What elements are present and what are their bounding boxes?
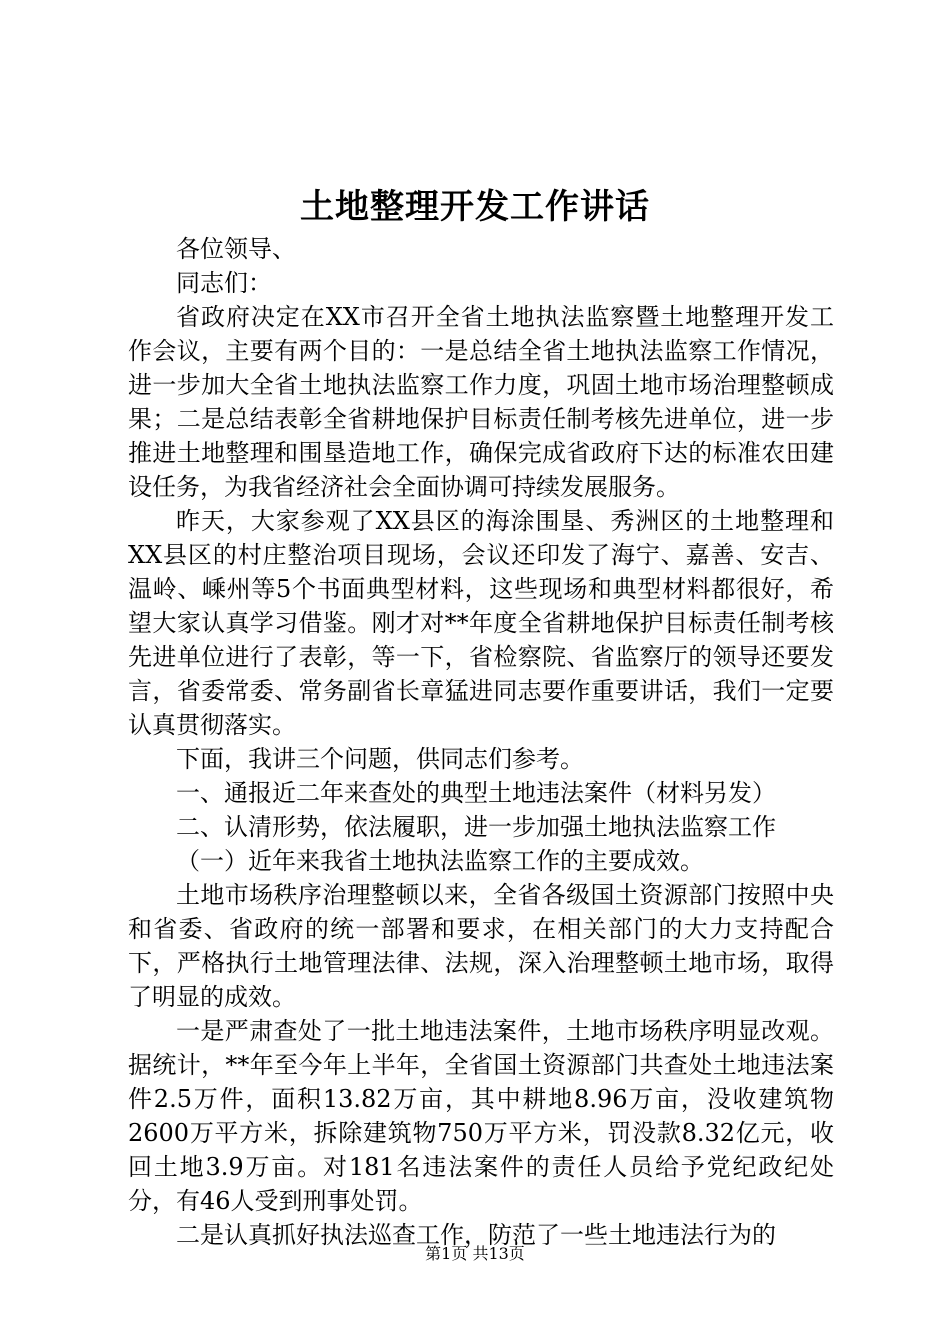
- page-footer: 第1页 共13页: [425, 1244, 525, 1263]
- paragraph-cases-statistics: 一是严肃查处了一批土地违法案件，土地市场秩序明显改观。据统计，**年至今年上半年，全省国土资源部门共查处土地违法案件2.5万件，面积13.82万亩，其中耕地8.96万亩，没收建筑物2600万平方米，拆除建筑物750万平方米，罚没款8.32亿元，收回土地3.9万亩。对181名违法案件的责任人员给予党纪政纪处分，有46人受到刑事处罚。: [128, 1017, 834, 1215]
- salutation-comrades: 同志们：: [176, 269, 272, 297]
- paragraph-three-issues: 下面，我讲三个问题，供同志们参考。: [176, 745, 584, 773]
- heading-section-two: 二、认清形势，依法履职，进一步加强土地执法监察工作: [176, 813, 776, 841]
- salutation-leaders: 各位领导、: [176, 235, 296, 263]
- paragraph-site-visit: 昨天，大家参观了XX县区的海涂围垦、秀洲区的土地整理和XX县区的村庄整治项目现场，会议还印发了海宁、嘉善、安吉、温岭、嵊州等5个书面典型材料，这些现场和典型材料都很好，希望大家认真学习借鉴。刚才对**年度全省耕地保护目标责任制考核先进单位进行了表彰，等一下，省检察院、省监察厅的领导还要发言，省委常委、常务副省长章猛进同志要作重要讲话，我们一定要认真贯彻落实。: [128, 507, 834, 739]
- paragraph-market-order: 土地市场秩序治理整顿以来，全省各级国土资源部门按照中央和省委、省政府的统一部署和要求，在相关部门的大力支持配合下，严格执行土地管理法律、法规，深入治理整顿土地市场，取得了明显的成效。: [128, 881, 834, 1011]
- heading-section-one: 一、通报近二年来查处的典型土地违法案件（材料另发）: [176, 779, 776, 807]
- subheading-achievements: （一）近年来我省土地执法监察工作的主要成效。: [176, 847, 704, 875]
- paragraph-meeting-purpose: 省政府决定在XX市召开全省土地执法监察暨土地整理开发工作会议，主要有两个目的：一是总结全省土地执法监察工作情况，进一步加大全省土地执法监察工作力度，巩固土地市场治理整顿成果；二是总结表彰全省耕地保护目标责任制考核先进单位，进一步推进土地整理和围垦造地工作，确保完成省政府下达的标准农田建设任务，为我省经济社会全面协调可持续发展服务。: [128, 303, 834, 501]
- document-body: [128, 232, 834, 1252]
- paragraph-inspection: 二是认真抓好执法巡查工作，防范了一些土地违法行为的: [176, 1221, 776, 1249]
- document-title: 土地整理开发工作讲话: [300, 187, 650, 227]
